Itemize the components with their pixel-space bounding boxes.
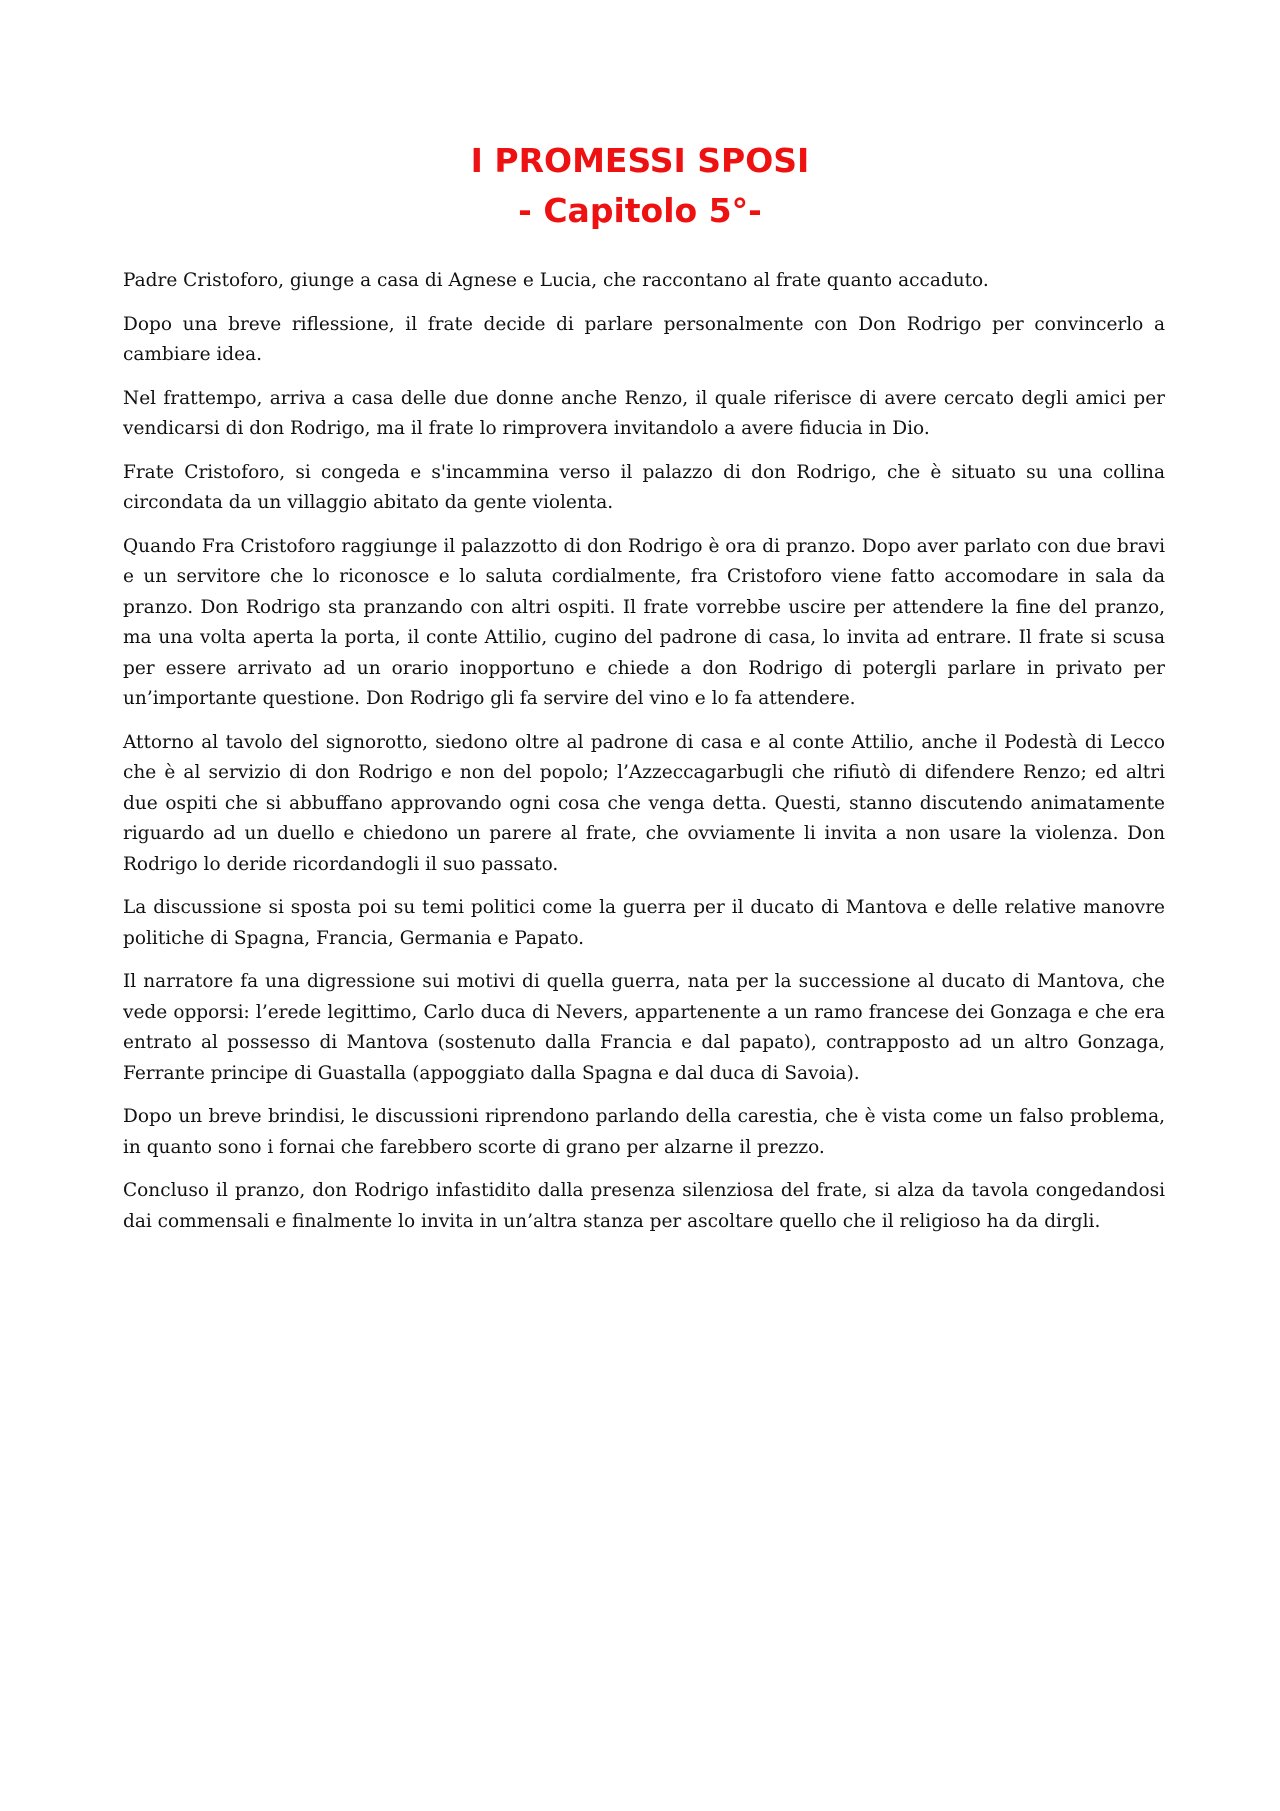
paragraph: La discussione si sposta poi su temi politici come la guerra per il ducato di Mantova e delle relative manovre politiche di Spagna, Francia, Germania e Papato. — [123, 897, 1165, 949]
document-title: I PROMESSI SPOSI — [470, 141, 810, 180]
document-body — [123, 266, 1165, 1250]
paragraph: Dopo una breve riflessione, il frate decide di parlare personalmente con Don Rodrigo per convincerlo a cambiare idea. — [123, 313, 1165, 365]
paragraph: Nel frattempo, arriva a casa delle due donne anche Renzo, il quale riferisce di avere cercato degli amici per vendicarsi di don Rodrigo, ma il frate lo rimprovera invitandolo a avere fiducia in Dio. — [123, 387, 1165, 439]
paragraph: Attorno al tavolo del signorotto, siedono oltre al padrone di casa e al conte Attilio, anche il Podestà di Lecco che è al servizio di don Rodrigo e non del popolo; l’Azzeccagarbugli che rifiutò di difendere Renzo; ed altri due ospiti che si abbuffano approvando ogni cosa che venga detta. Questi, stanno discutendo animatamente riguardo ad un duello e chiedono un parere al frate, che ovviamente li invita a non usare la violenza. Don Rodrigo lo deride ricordandogli il suo passato. — [123, 731, 1165, 875]
paragraph: Padre Cristoforo, giunge a casa di Agnese e Lucia, che raccontano al frate quanto accaduto. — [123, 270, 989, 291]
paragraph: Il narratore fa una digressione sui motivi di quella guerra, nata per la successione al ducato di Mantova, che vede opporsi: l’erede legittimo, Carlo duca di Nevers, appartenente a un ramo francese dei Gonzaga e che era entrato al possesso di Mantova (sostenuto dalla Francia e dal papato), contrapposto ad un altro Gonzaga, Ferrante principe di Guastalla (appoggiato dalla Spagna e dal duca di Savoia). — [123, 971, 1165, 1084]
title-block — [0, 136, 1280, 236]
paragraph: Dopo un breve brindisi, le discussioni riprendono parlando della carestia, che è vista come un falso problema, in quanto sono i fornai che farebbero scorte di grano per alzarne il prezzo. — [123, 1106, 1165, 1158]
paragraph: Concluso il pranzo, don Rodrigo infastidito dalla presenza silenziosa del frate, si alza da tavola congedandosi dai commensali e finalmente lo invita in un’altra stanza per ascoltare quello che il religioso ha da dirgli. — [123, 1180, 1165, 1232]
paragraph: Frate Cristoforo, si congeda e s'incammina verso il palazzo di don Rodrigo, che è situato su una collina circondata da un villaggio abitato da gente violenta. — [123, 461, 1165, 513]
paragraph: Quando Fra Cristoforo raggiunge il palazzotto di don Rodrigo è ora di pranzo. Dopo aver parlato con due bravi e un servitore che lo riconosce e lo saluta cordialmente, fra Cristoforo viene fatto accomodare in sala da pranzo. Don Rodrigo sta pranzando con altri ospiti. Il frate vorrebbe uscire per attendere la fine del pranzo, ma una volta aperta la porta, il conte Attilio, cugino del padrone di casa, lo invita ad entrare. Il frate si scusa per essere arrivato ad un orario inopportuno e chiede a don Rodrigo di potergli parlare in privato per un’importante questione. Don Rodrigo gli fa servire del vino e lo fa attendere. — [123, 535, 1165, 709]
document-subtitle: - Capitolo 5°- — [518, 191, 762, 230]
